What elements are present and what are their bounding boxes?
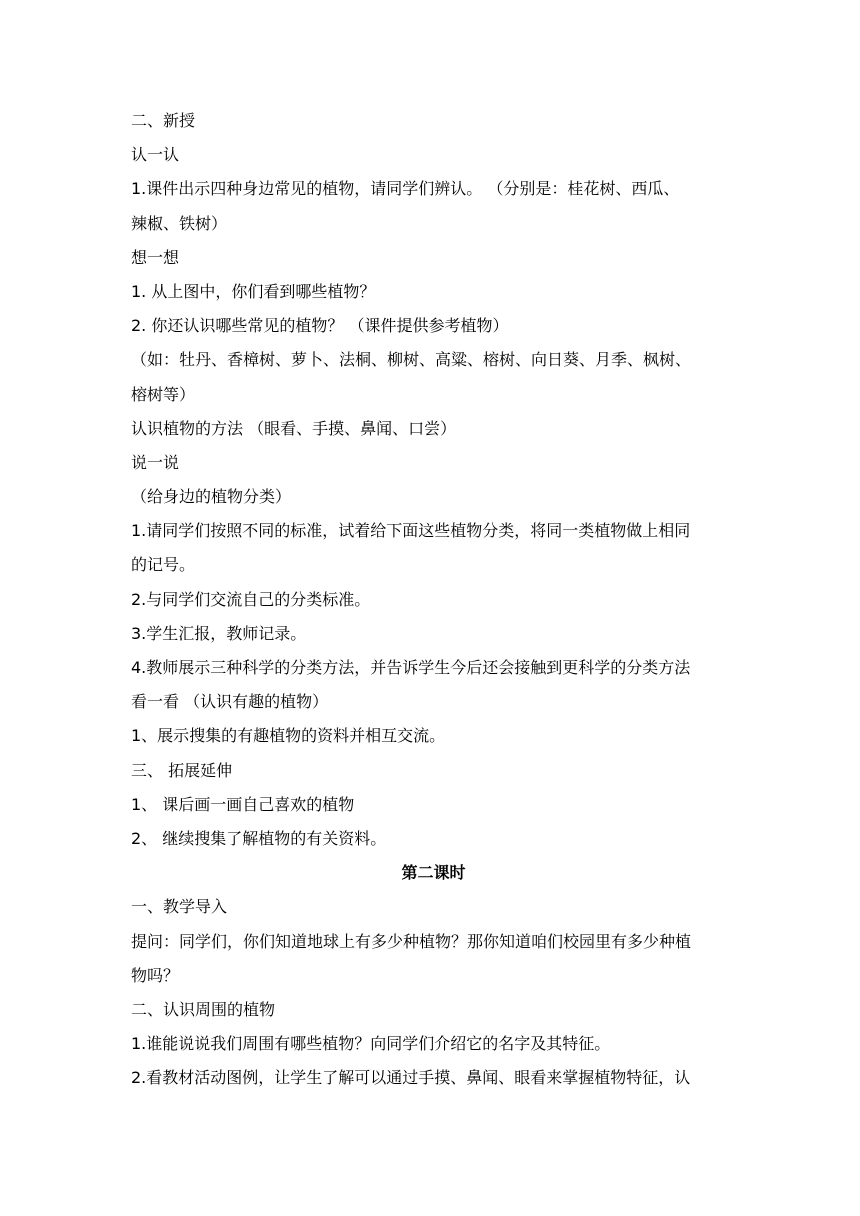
paragraph-line: 1.谁能说说我们周围有哪些植物？向同学们介绍它的名字及其特征。 <box>131 1034 611 1054</box>
paragraph-line: 辣椒、铁树） <box>131 213 228 233</box>
section-heading-surrounding-plants: 二、认识周围的植物 <box>131 999 276 1019</box>
paragraph-line: 认识植物的方法 （眼看、手摸、鼻闻、口尝） <box>131 418 457 438</box>
subheading-talk: 说一说 <box>131 452 180 472</box>
paragraph-line: 提问：同学们，你们知道地球上有多少种植物？那你知道咱们校园里有多少种植 <box>131 931 692 951</box>
section-heading-new-lesson: 二、新授 <box>131 111 196 130</box>
paragraph-line: 榕树等） <box>131 384 196 404</box>
section-heading-extension: 三、 拓展延伸 <box>131 760 233 780</box>
paragraph-line: 2.与同学们交流自己的分类标准。 <box>131 589 371 609</box>
lesson-two-title: 第二课时 <box>401 863 466 883</box>
paragraph-line: 的记号。 <box>131 555 196 575</box>
subheading-look: 看一看 （认识有趣的植物） <box>131 692 329 712</box>
paragraph-line: 1. 从上图中，你们看到哪些植物？ <box>131 281 376 301</box>
subheading-recognize: 认一认 <box>131 145 180 165</box>
paragraph-line: 1、 课后画一画自己喜欢的植物 <box>131 794 355 814</box>
subheading-think: 想一想 <box>131 247 180 267</box>
paragraph-line: 物吗？ <box>131 965 180 985</box>
paragraph-line: 2.看教材活动图例，让学生了解可以通过手摸、鼻闻、眼看来掌握植物特征，认 <box>131 1068 691 1088</box>
paragraph-line: 1、展示搜集的有趣植物的资料并相互交流。 <box>131 726 446 746</box>
paragraph-line: 2. 你还认识哪些常见的植物？ （课件提供参考植物） <box>131 316 509 336</box>
paragraph-line: 2、 继续搜集了解植物的有关资料。 <box>131 828 387 848</box>
paragraph-line: 3.学生汇报，教师记录。 <box>131 623 307 643</box>
document-body <box>131 104 736 1095</box>
paragraph-line: 1.课件出示四种身边常见的植物，请同学们辨认。 （分别是：桂花树、西瓜、 <box>131 179 680 199</box>
paragraph-line: 4.教师展示三种科学的分类方法，并告诉学生今后还会接触到更科学的分类方法 <box>131 658 691 677</box>
paragraph-line: （如：牡丹、香樟树、萝卜、法桐、柳树、高粱、榕树、向日葵、月季、枫树、 <box>131 350 692 370</box>
paragraph-line: 1.请同学们按照不同的标准，试着给下面这些植物分类，将同一类植物做上相同 <box>131 521 691 541</box>
paragraph-line: （给身边的植物分类） <box>131 487 292 507</box>
section-heading-intro: 一、教学导入 <box>131 897 228 917</box>
